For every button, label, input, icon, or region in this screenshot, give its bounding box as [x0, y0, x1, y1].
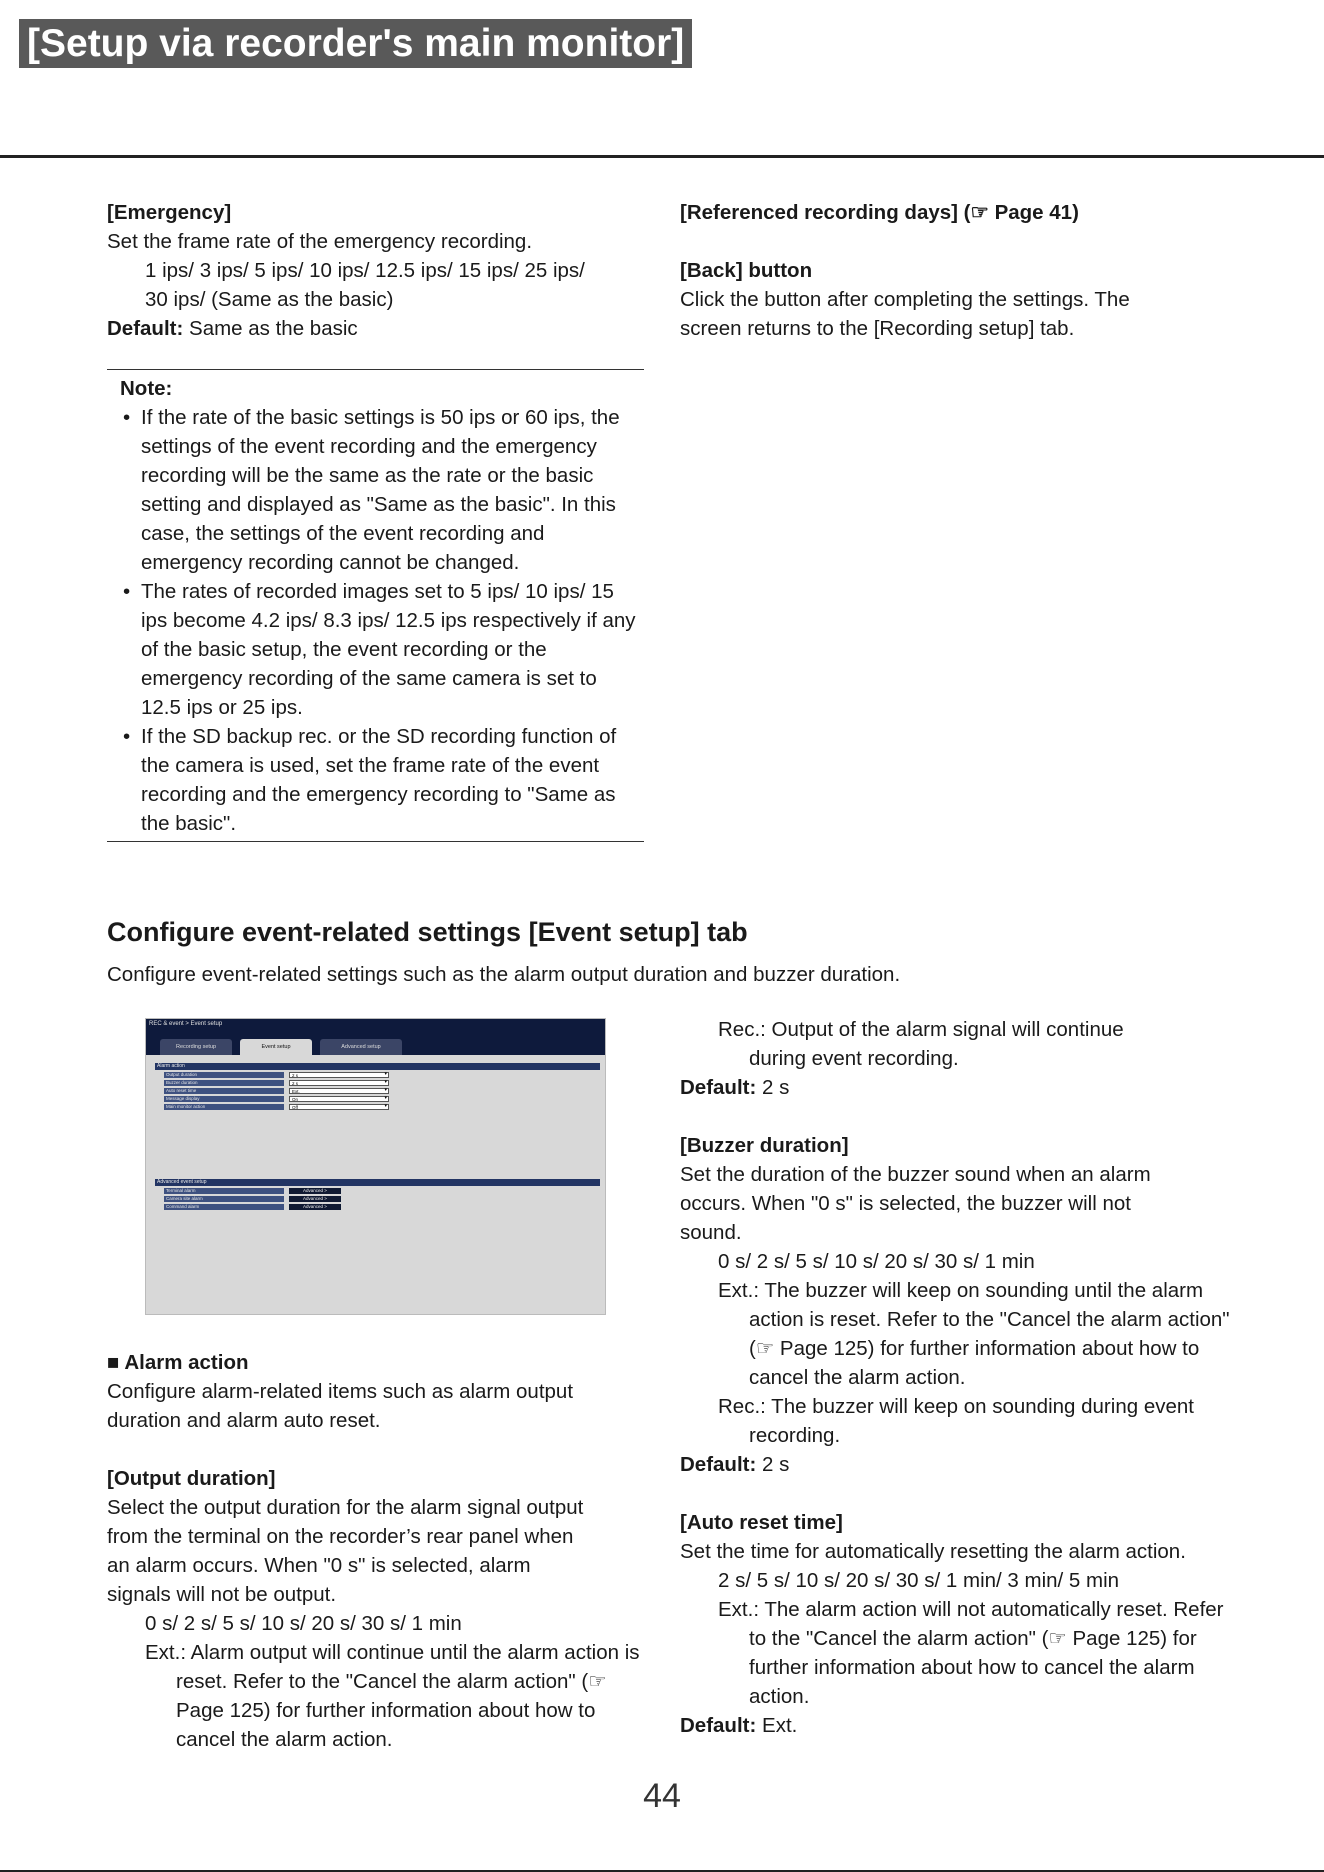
row-label: Camera site alarm [164, 1196, 284, 1202]
note-item: • If the rate of the basic settings is 50 ips or 60 ips, the settings of the event recording and the emergency recording will be the same as the rate or the basic setting and displayed as "Same as the basic". In this case, the settings of the event recording and emergency recording cannot be changed. [141, 403, 644, 577]
page-header-banner: [Setup via recorder's main monitor] [19, 19, 692, 68]
output-duration-options: 0 s/ 2 s/ 5 s/ 10 s/ 20 s/ 30 s/ 1 min [145, 1612, 462, 1635]
default-label: Default: [680, 1714, 757, 1737]
screenshot-tab-event[interactable]: Event setup [240, 1039, 312, 1055]
buzzer-options: 0 s/ 2 s/ 5 s/ 10 s/ 20 s/ 30 s/ 1 min [718, 1250, 1035, 1273]
alarm-action-heading-line [107, 1348, 647, 1377]
row-select[interactable]: 2 s ▾ [289, 1072, 389, 1078]
auto-reset-default-value: Ext. [762, 1714, 798, 1737]
row-label: Command alarm [164, 1204, 284, 1210]
buzzer-default [680, 1450, 1240, 1479]
screenshot-advanced-header: Advanced event setup [155, 1179, 600, 1186]
alarm-action-desc-1: Configure alarm-related items such as alarm output [107, 1380, 574, 1403]
screenshot-row [164, 1104, 389, 1111]
screenshot-row [164, 1096, 389, 1103]
header-divider [0, 155, 1324, 158]
row-label: Message display [164, 1096, 284, 1102]
note-list [107, 403, 644, 838]
screenshot-row [164, 1072, 389, 1079]
note-title: Note: [120, 377, 173, 400]
output-default [680, 1073, 1240, 1102]
output-duration-heading: [Output duration] [107, 1467, 276, 1490]
buzzer-section [680, 1015, 1240, 1740]
buzzer-rec: Rec.: The buzzer will keep on sounding during event recording. [718, 1395, 1194, 1447]
output-default-value: 2 s [762, 1076, 790, 1099]
buzzer-duration-heading: [Buzzer duration] [680, 1134, 849, 1157]
advanced-button[interactable]: Advanced > [289, 1204, 341, 1210]
back-button-desc-1: Click the button after completing the settings. The [680, 288, 1130, 311]
referenced-days-heading: [Referenced recording days] (☞ Page 41) [680, 201, 1079, 224]
buzzer-desc-1: Set the duration of the buzzer sound when an alarm [680, 1163, 1151, 1186]
row-label: Buzzer duration [164, 1080, 284, 1086]
emergency-options-1: 1 ips/ 3 ips/ 5 ips/ 10 ips/ 12.5 ips/ 15 ips/ 25 ips/ [145, 259, 585, 282]
note-item: • The rates of recorded images set to 5 ips/ 10 ips/ 15 ips become 4.2 ips/ 8.3 ips/ 12.5 ips respectively if any of the basic setup, the event recording or the emergency recording of the same camera is set to 12.5 ips or 25 ips. [141, 577, 644, 722]
screenshot-breadcrumb: REC & event > Event setup [149, 1021, 223, 1027]
alarm-action-heading: Alarm action [124, 1351, 249, 1374]
row-select[interactable]: Off ▾ [289, 1104, 389, 1110]
output-rec-line-2: during event recording. [749, 1047, 959, 1070]
row-select[interactable]: On ▾ [289, 1096, 389, 1102]
row-select[interactable]: 2 s ▾ [289, 1080, 389, 1086]
back-button-desc-2: screen returns to the [Recording setup] tab. [680, 317, 1075, 340]
screenshot-row [164, 1188, 389, 1195]
row-label: Output duration [164, 1072, 284, 1078]
buzzer-ext: Ext.: The buzzer will keep on sounding until the alarm action is reset. Refer to the "Cancel the alarm action" (☞ Page 125) for further information about how to cancel the alarm action. [718, 1279, 1230, 1389]
screenshot-row [164, 1204, 389, 1211]
emergency-heading: [Emergency] [107, 201, 232, 224]
screenshot-row [164, 1080, 389, 1087]
note-item: • If the SD backup rec. or the SD recording function of the camera is used, set the frame rate of the event recording and the emergency recording to "Same as the basic". [141, 722, 644, 838]
row-select[interactable]: Ext. ▾ [289, 1088, 389, 1094]
output-duration-desc-3: an alarm occurs. When "0 s" is selected, alarm [107, 1554, 531, 1577]
row-label: Terminal alarm [164, 1188, 284, 1194]
emergency-default-value: Same as the basic [189, 317, 358, 340]
emergency-options-2: 30 ips/ (Same as the basic) [145, 288, 394, 311]
back-button-heading: [Back] button [680, 259, 813, 282]
screenshot-tab-advanced[interactable]: Advanced setup [320, 1039, 402, 1055]
referenced-days-section [680, 198, 1240, 343]
screenshot-topbar [146, 1019, 605, 1055]
alarm-action-desc-2: duration and alarm auto reset. [107, 1409, 381, 1432]
output-duration-desc-4: signals will not be output. [107, 1583, 337, 1606]
output-duration-desc-2: from the terminal on the recorder’s rear panel when [107, 1525, 574, 1548]
advanced-button[interactable]: Advanced > [289, 1196, 341, 1202]
row-label: Auto reset time [164, 1088, 284, 1094]
default-label: Default: [680, 1453, 757, 1476]
output-rec-line-1: Rec.: Output of the alarm signal will continue [718, 1018, 1124, 1041]
event-setup-screenshot [145, 1018, 606, 1315]
emergency-default [107, 314, 647, 343]
output-duration-desc-1: Select the output duration for the alarm signal output [107, 1496, 584, 1519]
auto-reset-options: 2 s/ 5 s/ 10 s/ 20 s/ 30 s/ 1 min/ 3 min/ 5 min [718, 1569, 1120, 1592]
screenshot-row [164, 1196, 389, 1203]
default-label: Default: [107, 317, 184, 340]
row-label: Main monitor action [164, 1104, 284, 1110]
buzzer-desc-2: occurs. When "0 s" is selected, the buzzer will not [680, 1192, 1131, 1215]
screenshot-tab-recording[interactable]: Recording setup [160, 1039, 232, 1055]
alarm-action-section [107, 1348, 647, 1754]
output-duration-ext: Ext.: Alarm output will continue until the alarm action is reset. Refer to the "Cancel the alarm action" (☞ Page 125) for further information about how to cancel the alarm action. [145, 1641, 640, 1751]
emergency-desc: Set the frame rate of the emergency recording. [107, 230, 533, 253]
auto-reset-desc: Set the time for automatically resetting the alarm action. [680, 1540, 1186, 1563]
default-label: Default: [680, 1076, 757, 1099]
section-title: Configure event-related settings [Event setup] tab [107, 917, 748, 947]
screenshot-alarm-header: Alarm action [155, 1063, 600, 1070]
buzzer-default-value: 2 s [762, 1453, 790, 1476]
page-number: 44 [643, 1777, 681, 1815]
advanced-button[interactable]: Advanced > [289, 1188, 341, 1194]
buzzer-desc-3: sound. [680, 1221, 742, 1244]
auto-reset-default [680, 1711, 1240, 1740]
emergency-section [107, 198, 647, 343]
note-box [107, 369, 644, 842]
screenshot-row [164, 1088, 389, 1095]
auto-reset-ext: Ext.: The alarm action will not automatically reset. Refer to the "Cancel the alarm action" (☞ Page 125) for further information about how to cancel the alarm action. [718, 1598, 1224, 1708]
section-desc: Configure event-related settings such as the alarm output duration and buzzer duration. [107, 963, 901, 986]
square-bullet-icon: ■ [107, 1351, 120, 1374]
auto-reset-heading: [Auto reset time] [680, 1511, 843, 1534]
